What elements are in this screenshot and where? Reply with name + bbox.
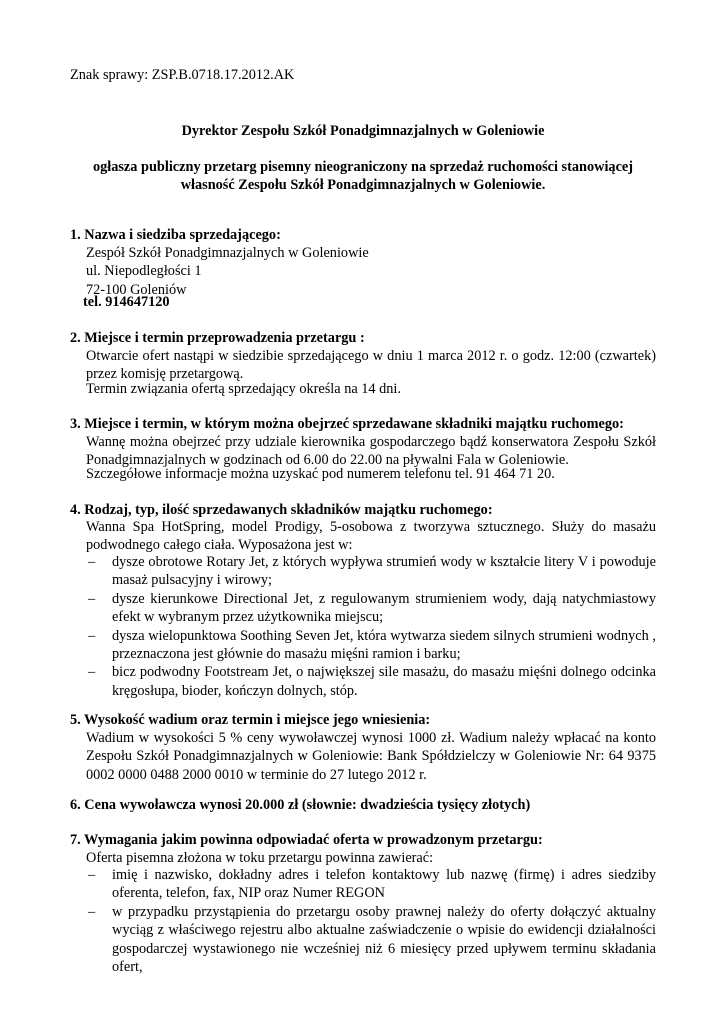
list-item: – dysze obrotowe Rotary Jet, z których wypływa strumień wody w kształcie litery V i powoduje masaż pulsacyjny i wirowy; <box>88 554 656 589</box>
section-4-heading: 4. Rodzaj, typ, ilość sprzedawanych składników majątku ruchomego: <box>70 502 493 518</box>
list-item: – dysze kierunkowe Directional Jet, z regulowanym strumieniem wody, dają natychmiastowy efekt w wybranym przez użytkownika miejscu; <box>88 590 656 626</box>
bullet-dash: – <box>88 664 96 681</box>
bullet-dash: – <box>88 590 96 607</box>
section-3-heading: 3. Miejsce i termin, w którym można obejrzeć sprzedawane składniki majątku ruchomego: <box>70 416 624 432</box>
seller-phone: tel. 914647120 <box>83 294 170 310</box>
section-7-heading: 7. Wymagania jakim powinna odpowiadać oferta w prowadzonym przetargu: <box>70 832 543 848</box>
announcement-line: własność Zespołu Szkół Ponadgimnazjalnych w Goleniowie. <box>180 177 546 194</box>
list-item: – bicz podwodny Footstream Jet, o największej sile masażu, do masażu mięśni dolnego odcinka kręgosłupa, bioder, kończyn dolnych, stóp. <box>88 664 656 699</box>
list-item: – imię i nazwisko, dokładny adres i telefon kontaktowy lub nazwę (firmę) i adres siedziby oferenta, telefon, fax, NIP oraz Numer REGON <box>88 867 656 902</box>
section-2-paragraph: Otwarcie ofert nastąpi w siedzibie sprzedającego w dniu 1 marca 2012 r. o godz. 12:00 (czwartek) przez komisję przetargową. <box>86 348 656 383</box>
section-1-heading: 1. Nazwa i siedziba sprzedającego: <box>70 227 281 243</box>
section-5-paragraph: Wadium w wysokości 5 % ceny wywoławczej wynosi 1000 zł. Wadium należy wpłacać na konto Zespołu Szkół Ponadgimnazjalnych w Goleniowie: Bank Spółdzielczy w Goleniowie Nr: 64 9375 0002 0000 0488 2000 0010 w terminie do 27 lutego 2012 r. <box>86 730 656 783</box>
equipment-list <box>86 553 656 700</box>
announcement-line: ogłasza publiczny przetarg pisemny nieograniczony na sprzedaż ruchomości stanowiącej <box>92 159 634 175</box>
section-7-paragraph: Oferta pisemna złożona w toku przetargu powinna zawierać: <box>86 850 434 866</box>
seller-name: Zespół Szkół Ponadgimnazjalnych w Goleniowie <box>86 245 369 261</box>
issuer-heading: Dyrektor Zespołu Szkół Ponadgimnazjalnych w Goleniowie <box>181 123 545 139</box>
section-5-heading: 5. Wysokość wadium oraz termin i miejsce jego wniesienia: <box>70 712 431 728</box>
section-6-heading: 6. Cena wywoławcza wynosi 20.000 zł (słownie: dwadzieścia tysięcy złotych) <box>70 797 531 813</box>
bullet-dash: – <box>88 867 96 883</box>
seller-city: 72-100 Goleniów <box>86 281 187 298</box>
bullet-dash: – <box>88 554 96 570</box>
announcement-heading <box>70 158 656 195</box>
section-2-heading: 2. Miejsce i termin przeprowadzenia przetargu : <box>70 330 365 346</box>
section-2-binding-term: Termin związania ofertą sprzedający określa na 14 dni. <box>86 381 401 397</box>
seller-address <box>86 244 369 299</box>
list-item: – dysza wielopunktowa Soothing Seven Jet, która wytwarza siedem silnych strumieni wodnych , przeznaczona jest głównie do masażu mięśni ramion i barku; <box>88 627 656 663</box>
case-reference: Znak sprawy: ZSP.B.0718.17.2012.AK <box>70 67 295 83</box>
bullet-dash: – <box>88 627 96 644</box>
bullet-dash: – <box>88 903 96 920</box>
section-3-contact: Szczegółowe informacje można uzyskać pod numerem telefonu tel. 91 464 71 20. <box>86 466 555 482</box>
list-item: – w przypadku przystąpienia do przetargu osoby prawnej należy do oferty dołączyć aktualny wyciąg z właściwego rejestru albo aktualne zaświadczenie o wpisie do ewidencji działalności gospodarczej wystawionego nie wcześniej niż 6 miesięcy przed upływem terminu składania ofert, <box>88 903 656 976</box>
offer-requirements-list <box>86 866 656 976</box>
section-4-paragraph: Wanna Spa HotSpring, model Prodigy, 5-osobowa z tworzywa sztucznego. Służy do masażu podwodnego całego ciała. Wyposażona jest w: <box>86 519 656 554</box>
section-3-paragraph: Wannę można obejrzeć przy udziale kierownika gospodarczego bądź konserwatora Zespołu Szkół Ponadgimnazjalnych w godzinach od 6.00 do 22.00 na pływalni Fala w Goleniowie. <box>86 434 656 469</box>
seller-street: ul. Niepodległości 1 <box>86 263 202 280</box>
